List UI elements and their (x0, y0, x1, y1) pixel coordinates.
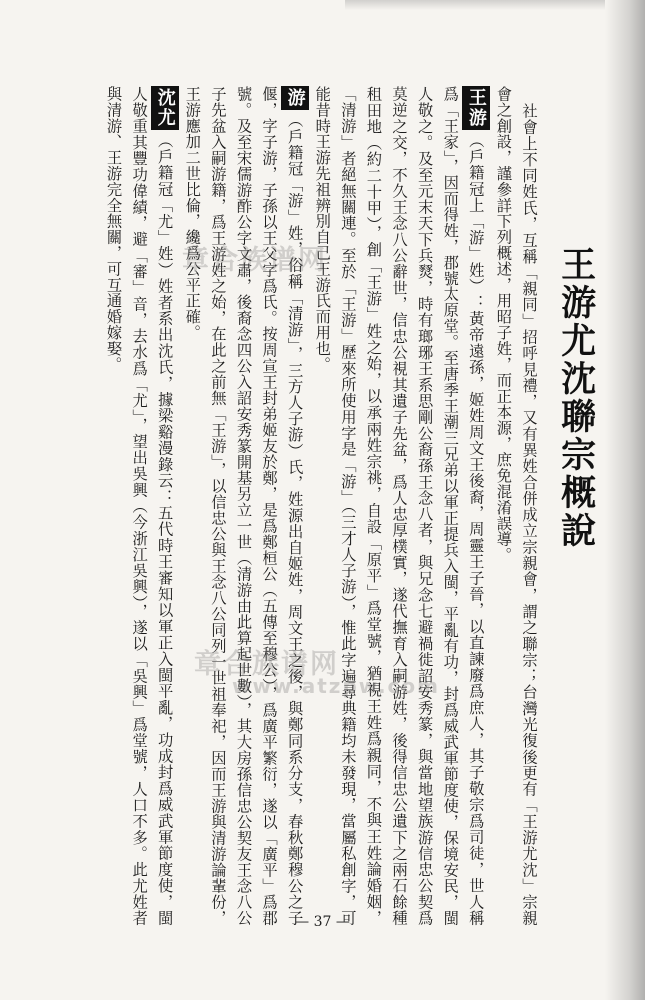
section-text-you: （戶籍冠「游」姓，俗稱「清游」，三方人子游）氏，姓源出自姬姓，周文王之後，與鄭同系分支，春秋鄭穆公之子偃，字子游，子孫以王父字爲氏。按周宣王封弟姬友於鄭，是爲鄭桓公（五傳至穆公），爲廣平繁衍，遂以「廣平」爲郡號。及至宋儒游酢公字文肅，後裔念四公入詔安秀篆開基另立一世（清游由此算起世數），其大房孫信忠公契友王念八公子先盆入嗣游籍，爲王游姓之始，在此之前無「王游」，以信忠公與王念八公同列一世祖奉祀，因而王游與清游論輩份，王游應加二世比倫，纔爲公平正確。 (183, 86, 304, 926)
section-text-wangyou: （戶籍冠上「游」姓）：黃帝遠孫，姬姓周文王後裔，周靈王子晉，以直諫廢爲庶人，其子敬宗爲司徒，世人稱爲「王家」，因而得姓，郡號太原堂。至唐季王潮三兄弟以軍正提兵入閩，平亂有功，封爲威武軍節度使，保境安民，閩人敬之。及至元末天下兵燹，時有瑯琊王系思剛公裔孫王念八者，與兄念七避禍徙詔安秀篆，與當地望族游信忠公契爲莫逆之交，不久王念八公辭世，信忠公視其遺子先盆，爲人忠厚樸實，遂代撫育入嗣游姓，後得信忠公遺下之兩石餘種租田地（約二十甲），創「王游」姓之始，以承兩姓宗祧，自設「原平」爲堂號，猶視王姓爲親同，不與王姓論婚姻，「清游」者絕無關連。至於「王游」歷來所使用字是「游」（三才人子游），惟此字遍尋典籍均未發現，當屬私創字，可能昔時王游先祖辨別自己王游氏而用也。 (313, 86, 485, 926)
section-heading-shenyou: 沈尤 (151, 86, 179, 130)
watermark: 章合族谱网 (182, 245, 327, 276)
watermark-url: www.atzpw.com (232, 674, 440, 698)
section-shenyou (100, 86, 179, 926)
intro-paragraph: 社會上不同姓氏，互稱「親同」招呼見禮，又有異姓合併成立宗親會，謂之聯宗；台灣光復後更有「王游尤沈」宗親會之創設，謹參詳下列概述，用昭子姓，而正本源，庶免混淆誤導。 (494, 86, 538, 926)
section-heading-wangyou: 王游 (462, 86, 490, 130)
page-top-shadow (345, 0, 605, 10)
section-text-shenyou: （戶籍冠「尤」姓）姓者系出沈氏，據梁谿漫錄云：五代時王審知以軍正入閩平亂，功成封爲威武軍節度使，閩人敬重其豐功偉績，避「審」音，去水爲「尤」，望出吳興（今浙江吳興），遂以「吳興」爲堂號，人口不多。此尤姓者與清游、王游完全無關，可互通婚嫁娶。 (104, 86, 174, 926)
section-heading-you: 游 (281, 86, 309, 110)
page-edge-shadow (605, 0, 645, 1000)
page-number: — 37 — (295, 914, 350, 930)
page-title: 王游尤沈聯宗概說 (555, 246, 597, 550)
section-wangyou (309, 86, 490, 926)
article-body (71, 86, 541, 926)
watermark: 章合族谱网 (194, 649, 339, 680)
section-you (179, 86, 309, 926)
